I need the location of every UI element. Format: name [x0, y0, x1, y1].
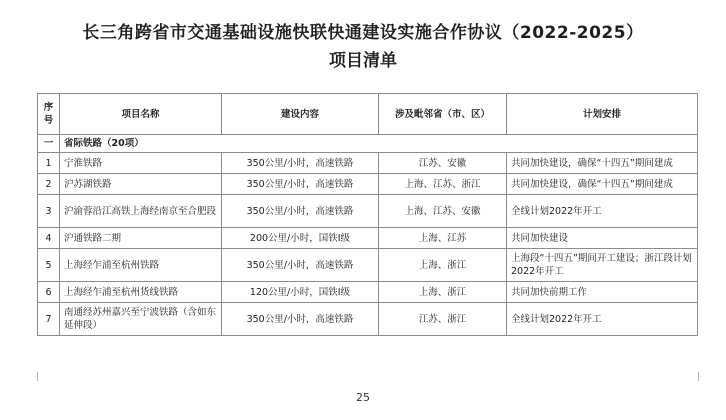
row-index: 7: [38, 303, 60, 336]
row-name: 沪苏湖铁路: [60, 174, 222, 195]
row-provinces: 上海、江苏、浙江: [379, 174, 507, 195]
row-name: 宁淮铁路: [60, 153, 222, 174]
row-index: 3: [38, 195, 60, 228]
table-row: [38, 228, 698, 249]
header-name: 项目名称: [60, 94, 222, 135]
row-provinces: 上海、浙江: [379, 282, 507, 303]
row-name: 沪渝蓉沿江高铁上海经南京至合肥段: [60, 195, 222, 228]
row-schedule: 全线计划2022年开工: [507, 195, 698, 228]
page-number: 25: [356, 391, 370, 404]
row-schedule: 全线计划2022年开工: [507, 303, 698, 336]
row-name: 上海经乍浦至杭州铁路: [60, 249, 222, 282]
table-row: [38, 195, 698, 228]
table-row: [38, 153, 698, 174]
table-row: [38, 249, 698, 282]
row-content: 350公里/小时，高速铁路: [222, 249, 379, 282]
document-title: 长三角跨省市交通基础设施快联快通建设实施合作协议（2022-2025）: [82, 23, 644, 43]
row-name: 南通经苏州嘉兴至宁波铁路（含如东延伸段）: [60, 303, 222, 336]
row-content: 350公里/小时，高速铁路: [222, 153, 379, 174]
row-schedule: 共同加快建设，确保“十四五”期间建成: [507, 153, 698, 174]
table-row: [38, 303, 698, 336]
row-content: 200公里/小时，国铁Ⅰ级: [222, 228, 379, 249]
row-name: 沪通铁路二期: [60, 228, 222, 249]
row-index: 1: [38, 153, 60, 174]
row-index: 6: [38, 282, 60, 303]
header-row: [38, 94, 698, 135]
row-index: 5: [38, 249, 60, 282]
row-schedule: 上海段“十四五”期间开工建设；浙江段计划2022年开工: [507, 249, 698, 282]
document-subtitle: 项目清单: [329, 51, 397, 71]
row-content: 350公里/小时，高速铁路: [222, 303, 379, 336]
row-schedule: 共同加快前期工作: [507, 282, 698, 303]
row-content: 120公里/小时，国铁Ⅰ级: [222, 282, 379, 303]
header-content: 建设内容: [222, 94, 379, 135]
project-table: [37, 93, 698, 336]
section-label: 省际铁路（20项）: [60, 135, 698, 153]
header-index: 序号: [38, 94, 60, 135]
section-index: 一: [38, 135, 60, 153]
table-row: [38, 174, 698, 195]
header-schedule: 计划安排: [507, 94, 698, 135]
row-name: 上海经乍浦至杭州货线铁路: [60, 282, 222, 303]
row-content: 350公里/小时，高速铁路: [222, 195, 379, 228]
row-provinces: 上海、江苏: [379, 228, 507, 249]
row-provinces: 江苏、浙江: [379, 303, 507, 336]
table-row: [38, 282, 698, 303]
row-provinces: 江苏、安徽: [379, 153, 507, 174]
section-row: [38, 135, 698, 153]
row-index: 4: [38, 228, 60, 249]
row-schedule: 共同加快建设，确保“十四五”期间建成: [507, 174, 698, 195]
row-content: 350公里/小时，高速铁路: [222, 174, 379, 195]
header-provinces: 涉及毗邻省（市、区）: [379, 94, 507, 135]
row-index: 2: [38, 174, 60, 195]
row-provinces: 上海、江苏、安徽: [379, 195, 507, 228]
table-continuation: [37, 372, 699, 381]
row-schedule: 共同加快建设: [507, 228, 698, 249]
row-provinces: 上海、浙江: [379, 249, 507, 282]
